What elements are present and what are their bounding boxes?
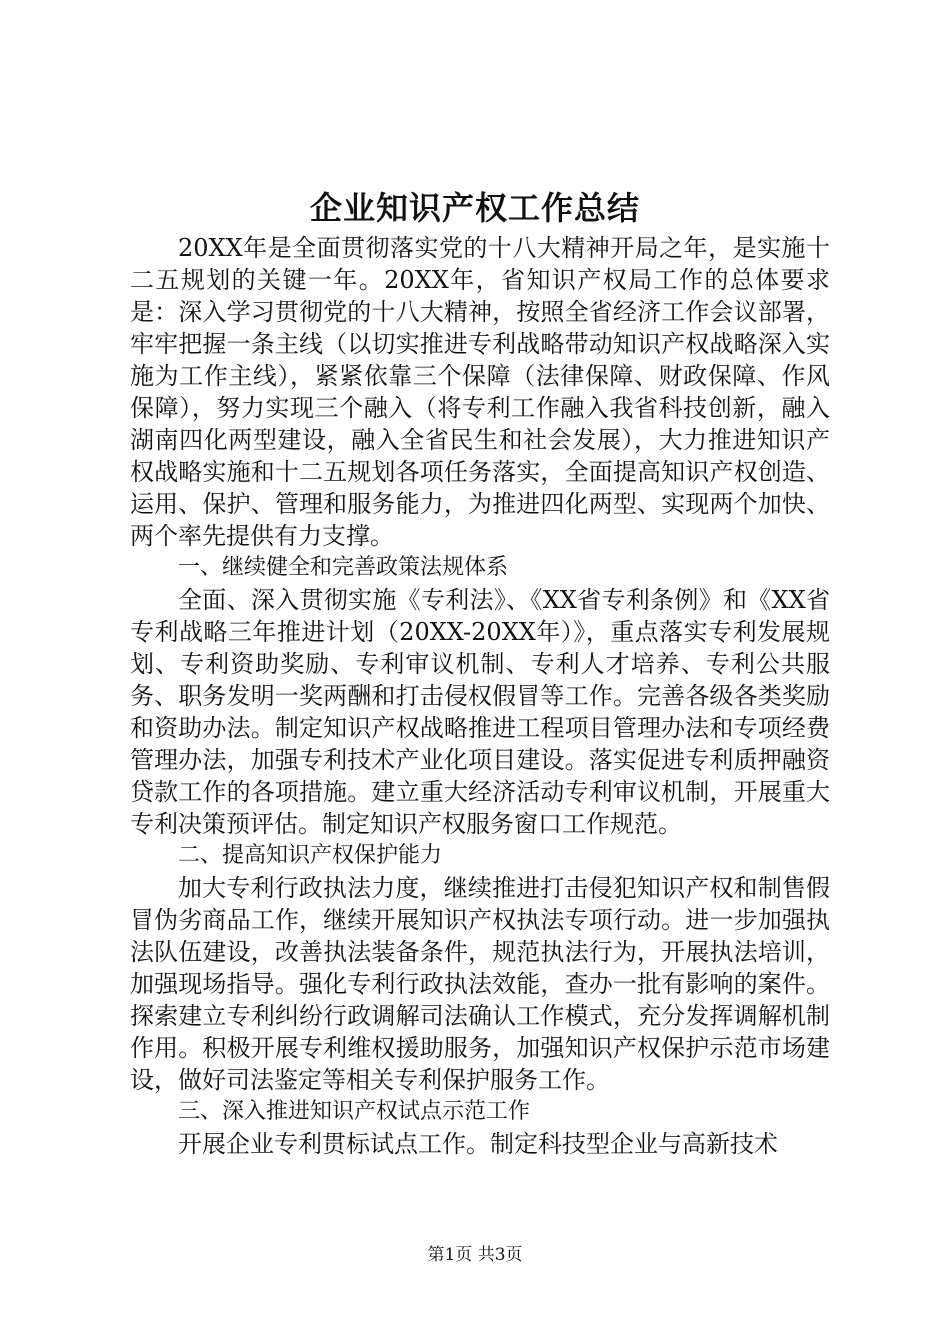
section-heading-2: 二、提高知识产权保护能力 <box>178 843 443 868</box>
paragraph-section-1: 全面、深入贯彻实施《专利法》、《XX省专利条例》和《XX省专利战略三年推进计划（20XX-20XX年）》，重点落实专利发展规划、专利资助奖励、专利审议机制、专利人才培养、专利公共服务、职务发明一奖两酬和打击侵权假冒等工作。完善各级各类奖励和资助办法。制定知识产权战略推进工程项目管理办法和专项经费管理办法，加强专利技术产业化项目建设。落实促进专利质押融资贷款工作的各项措施。建立重大经济活动专利审议机制，开展重大专利决策预评估。制定知识产权服务窗口工作规范。 <box>130 586 830 838</box>
section-heading-1: 一、继续健全和完善政策法规体系 <box>178 555 509 580</box>
page-footer: 第1页 共3页 <box>427 1245 523 1265</box>
paragraph-section-3: 开展企业专利贯标试点工作。制定科技型企业与高新技术 <box>178 1130 778 1158</box>
document-title: 企业知识产权工作总结 <box>309 189 640 227</box>
paragraph-section-2: 加大专利行政执法力度，继续推进打击侵犯知识产权和制售假冒伪劣商品工作，继续开展知识产权执法专项行动。进一步加强执法队伍建设，改善执法装备条件，规范执法行为，开展执法培训，加强现场指导。强化专利行政执法效能，查办一批有影响的案件。探索建立专利纠纷行政调解司法确认工作模式，充分发挥调解机制作用。积极开展专利维权援助服务，加强知识产权保护示范市场建设，做好司法鉴定等相关专利保护服务工作。 <box>130 874 830 1094</box>
document-body <box>130 232 830 1160</box>
section-heading-3: 三、深入推进知识产权试点示范工作 <box>178 1099 531 1124</box>
paragraph-intro: 20XX年是全面贯彻落实党的十八大精神开局之年，是实施十二五规划的关键一年。20XX年，省知识产权局工作的总体要求是：深入学习贯彻党的十八大精神，按照全省经济工作会议部署，牢牢把握一条主线（以切实推进专利战略带动知识产权战略深入实施为工作主线），紧紧依靠三个保障（法律保障、财政保障、作风保障），努力实现三个融入（将专利工作融入我省科技创新，融入湖南四化两型建设，融入全省民生和社会发展），大力推进知识产权战略实施和十二五规划各项任务落实，全面提高知识产权创造、运用、保护、管理和服务能力，为推进四化两型、实现两个加快、两个率先提供有力支撑。 <box>130 234 830 550</box>
